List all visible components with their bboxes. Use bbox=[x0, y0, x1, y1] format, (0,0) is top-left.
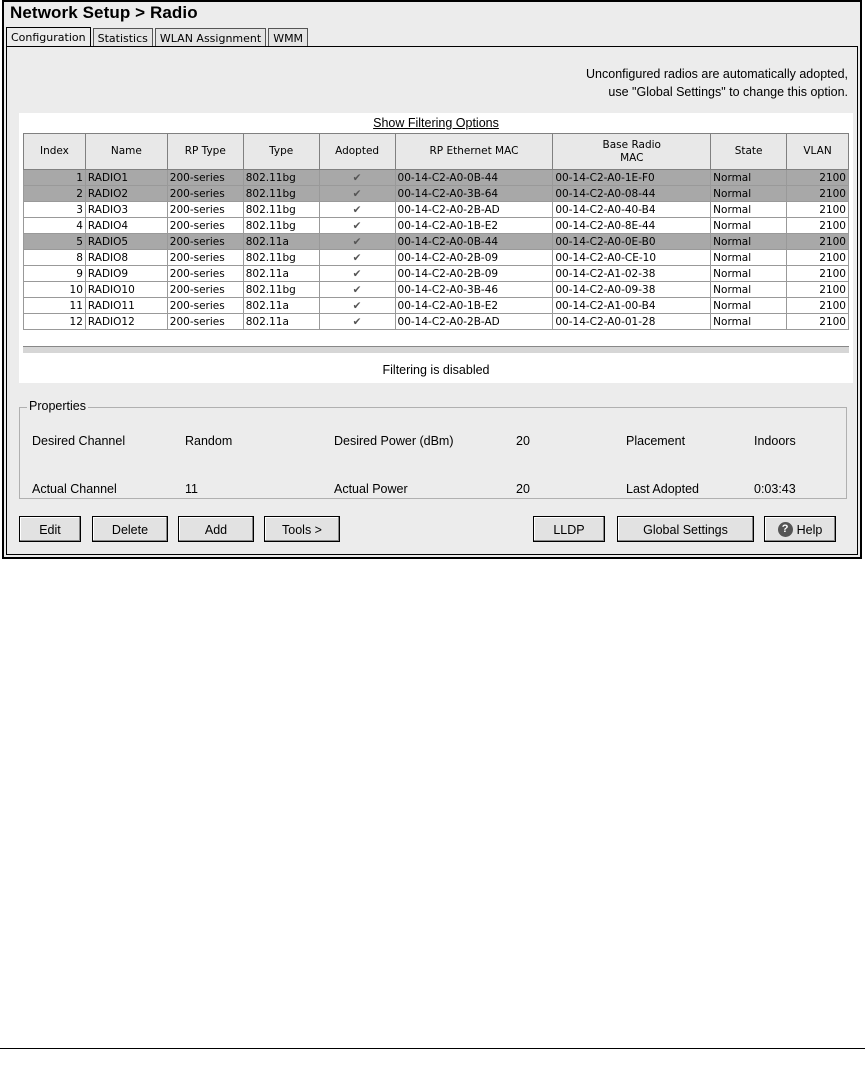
cell-vlan: 2100 bbox=[787, 266, 849, 282]
cell-index: 4 bbox=[24, 218, 86, 234]
checkmark-icon: ✔ bbox=[319, 298, 395, 314]
cell-index: 12 bbox=[24, 314, 86, 330]
checkmark-icon: ✔ bbox=[319, 202, 395, 218]
tab-wmm[interactable]: WMM bbox=[268, 28, 308, 49]
cell-type: 802.11a bbox=[243, 234, 319, 250]
cell-rp-type: 200-series bbox=[167, 234, 243, 250]
cell-base-radio-mac: 00-14-C2-A0-40-B4 bbox=[553, 202, 711, 218]
cell-index: 8 bbox=[24, 250, 86, 266]
lldp-button[interactable]: LLDP bbox=[533, 516, 605, 542]
cell-index: 1 bbox=[24, 170, 86, 186]
cell-state: Normal bbox=[711, 218, 787, 234]
properties-legend: Properties bbox=[29, 399, 86, 413]
column-header-index[interactable]: Index bbox=[24, 134, 86, 170]
column-header-type[interactable]: Type bbox=[243, 134, 319, 170]
table-row[interactable] bbox=[24, 298, 849, 314]
radio-table bbox=[23, 133, 849, 330]
table-row[interactable] bbox=[24, 202, 849, 218]
column-header-vlan[interactable]: VLAN bbox=[787, 134, 849, 170]
cell-type: 802.11bg bbox=[243, 250, 319, 266]
cell-rp-ethernet-mac: 00-14-C2-A0-2B-AD bbox=[395, 314, 553, 330]
cell-state: Normal bbox=[711, 234, 787, 250]
cell-vlan: 2100 bbox=[787, 282, 849, 298]
column-header-state[interactable]: State bbox=[711, 134, 787, 170]
cell-name: RADIO10 bbox=[85, 282, 167, 298]
page-title: Network Setup > Radio bbox=[10, 3, 198, 22]
cell-rp-type: 200-series bbox=[167, 186, 243, 202]
checkmark-icon: ✔ bbox=[319, 170, 395, 186]
table-row[interactable] bbox=[24, 282, 849, 298]
cell-type: 802.11bg bbox=[243, 218, 319, 234]
column-header-rp-type[interactable]: RP Type bbox=[167, 134, 243, 170]
cell-base-radio-mac: 00-14-C2-A0-1E-F0 bbox=[553, 170, 711, 186]
checkmark-icon: ✔ bbox=[319, 266, 395, 282]
help-button-label: Help bbox=[796, 523, 823, 537]
checkmark-icon: ✔ bbox=[319, 282, 395, 298]
page-footer-rule bbox=[0, 1048, 865, 1049]
checkmark-icon: ✔ bbox=[319, 314, 395, 330]
help-button[interactable] bbox=[764, 516, 836, 542]
cell-state: Normal bbox=[711, 298, 787, 314]
cell-index: 10 bbox=[24, 282, 86, 298]
cell-name: RADIO2 bbox=[85, 186, 167, 202]
notice-line-1: Unconfigured radios are automatically adopted, bbox=[586, 67, 848, 81]
cell-name: RADIO1 bbox=[85, 170, 167, 186]
radio-list-panel bbox=[19, 113, 853, 383]
actual-channel-value: 11 bbox=[185, 482, 198, 496]
cell-vlan: 2100 bbox=[787, 234, 849, 250]
tools-button[interactable]: Tools > bbox=[264, 516, 340, 542]
cell-rp-ethernet-mac: 00-14-C2-A0-1B-E2 bbox=[395, 298, 553, 314]
table-row[interactable] bbox=[24, 218, 849, 234]
cell-name: RADIO5 bbox=[85, 234, 167, 250]
cell-type: 802.11bg bbox=[243, 170, 319, 186]
cell-type: 802.11bg bbox=[243, 186, 319, 202]
cell-base-radio-mac: 00-14-C2-A1-00-B4 bbox=[553, 298, 711, 314]
cell-state: Normal bbox=[711, 282, 787, 298]
table-row[interactable] bbox=[24, 250, 849, 266]
properties-group bbox=[19, 399, 847, 499]
cell-index: 2 bbox=[24, 186, 86, 202]
checkmark-icon: ✔ bbox=[319, 234, 395, 250]
configuration-panel bbox=[6, 46, 858, 555]
cell-rp-ethernet-mac: 00-14-C2-A0-1B-E2 bbox=[395, 218, 553, 234]
cell-name: RADIO3 bbox=[85, 202, 167, 218]
cell-rp-type: 200-series bbox=[167, 218, 243, 234]
tab-wlan-assignment[interactable]: WLAN Assignment bbox=[155, 28, 266, 49]
base-radio-header-line-1: Base Radio bbox=[602, 138, 661, 151]
table-row[interactable] bbox=[24, 186, 849, 202]
cell-rp-type: 200-series bbox=[167, 282, 243, 298]
cell-index: 5 bbox=[24, 234, 86, 250]
cell-base-radio-mac: 00-14-C2-A1-02-38 bbox=[553, 266, 711, 282]
cell-vlan: 2100 bbox=[787, 202, 849, 218]
cell-type: 802.11bg bbox=[243, 282, 319, 298]
checkmark-icon: ✔ bbox=[319, 186, 395, 202]
column-header-adopted[interactable]: Adopted bbox=[319, 134, 395, 170]
cell-rp-type: 200-series bbox=[167, 202, 243, 218]
cell-rp-ethernet-mac: 00-14-C2-A0-2B-AD bbox=[395, 202, 553, 218]
placement-label: Placement bbox=[626, 434, 686, 448]
radio-window bbox=[2, 0, 862, 559]
cell-vlan: 2100 bbox=[787, 186, 849, 202]
tab-statistics[interactable]: Statistics bbox=[93, 28, 153, 49]
cell-type: 802.11bg bbox=[243, 202, 319, 218]
actual-power-value: 20 bbox=[516, 482, 530, 496]
cell-index: 3 bbox=[24, 202, 86, 218]
cell-rp-type: 200-series bbox=[167, 314, 243, 330]
column-header-name[interactable]: Name bbox=[85, 134, 167, 170]
cell-state: Normal bbox=[711, 202, 787, 218]
actual-channel-label: Actual Channel bbox=[32, 482, 117, 496]
cell-vlan: 2100 bbox=[787, 314, 849, 330]
cell-type: 802.11a bbox=[243, 298, 319, 314]
edit-button[interactable]: Edit bbox=[19, 516, 81, 542]
cell-rp-ethernet-mac: 00-14-C2-A0-3B-64 bbox=[395, 186, 553, 202]
table-body bbox=[24, 170, 849, 330]
cell-state: Normal bbox=[711, 250, 787, 266]
table-row[interactable] bbox=[24, 170, 849, 186]
cell-state: Normal bbox=[711, 186, 787, 202]
cell-state: Normal bbox=[711, 170, 787, 186]
cell-name: RADIO9 bbox=[85, 266, 167, 282]
cell-rp-type: 200-series bbox=[167, 250, 243, 266]
tab-bar bbox=[6, 28, 310, 48]
table-header-row bbox=[24, 134, 849, 170]
cell-rp-type: 200-series bbox=[167, 298, 243, 314]
desired-channel-value: Random bbox=[185, 434, 233, 448]
desired-power-label: Desired Power (dBm) bbox=[334, 434, 454, 448]
cell-rp-ethernet-mac: 00-14-C2-A0-3B-46 bbox=[395, 282, 553, 298]
checkmark-icon: ✔ bbox=[319, 250, 395, 266]
cell-rp-type: 200-series bbox=[167, 266, 243, 282]
cell-name: RADIO8 bbox=[85, 250, 167, 266]
cell-rp-ethernet-mac: 00-14-C2-A0-0B-44 bbox=[395, 234, 553, 250]
checkmark-icon: ✔ bbox=[319, 218, 395, 234]
cell-base-radio-mac: 00-14-C2-A0-01-28 bbox=[553, 314, 711, 330]
table-row[interactable] bbox=[24, 234, 849, 250]
placement-value: Indoors bbox=[754, 434, 796, 448]
add-button[interactable]: Add bbox=[178, 516, 254, 542]
table-row[interactable] bbox=[24, 266, 849, 282]
horizontal-scrollbar[interactable] bbox=[23, 346, 849, 353]
cell-state: Normal bbox=[711, 266, 787, 282]
filter-status: Filtering is disabled bbox=[382, 363, 490, 377]
cell-name: RADIO12 bbox=[85, 314, 167, 330]
cell-vlan: 2100 bbox=[787, 170, 849, 186]
cell-base-radio-mac: 00-14-C2-A0-CE-10 bbox=[553, 250, 711, 266]
desired-channel-label: Desired Channel bbox=[32, 434, 126, 448]
cell-rp-ethernet-mac: 00-14-C2-A0-2B-09 bbox=[395, 266, 553, 282]
table-row[interactable] bbox=[24, 314, 849, 330]
show-filtering-options-link[interactable]: Show Filtering Options bbox=[373, 116, 499, 130]
cell-base-radio-mac: 00-14-C2-A0-0E-B0 bbox=[553, 234, 711, 250]
last-adopted-label: Last Adopted bbox=[626, 482, 699, 496]
cell-base-radio-mac: 00-14-C2-A0-09-38 bbox=[553, 282, 711, 298]
cell-vlan: 2100 bbox=[787, 298, 849, 314]
cell-index: 11 bbox=[24, 298, 86, 314]
column-header-rp-ethernet-mac[interactable]: RP Ethernet MAC bbox=[395, 134, 553, 170]
last-adopted-value: 0:03:43 bbox=[754, 482, 796, 496]
global-settings-button[interactable]: Global Settings bbox=[617, 516, 754, 542]
cell-rp-ethernet-mac: 00-14-C2-A0-0B-44 bbox=[395, 170, 553, 186]
adoption-notice bbox=[586, 65, 848, 101]
cell-base-radio-mac: 00-14-C2-A0-08-44 bbox=[553, 186, 711, 202]
base-radio-header-line-2: MAC bbox=[620, 151, 644, 164]
cell-rp-ethernet-mac: 00-14-C2-A0-2B-09 bbox=[395, 250, 553, 266]
cell-state: Normal bbox=[711, 314, 787, 330]
cell-base-radio-mac: 00-14-C2-A0-8E-44 bbox=[553, 218, 711, 234]
question-circle-icon: ? bbox=[778, 522, 793, 537]
column-header-base-radio-mac[interactable] bbox=[553, 134, 711, 170]
notice-line-2: use "Global Settings" to change this option. bbox=[608, 85, 848, 99]
cell-index: 9 bbox=[24, 266, 86, 282]
cell-rp-type: 200-series bbox=[167, 170, 243, 186]
tab-configuration[interactable]: Configuration bbox=[6, 27, 91, 50]
cell-type: 802.11a bbox=[243, 314, 319, 330]
delete-button[interactable]: Delete bbox=[92, 516, 168, 542]
cell-name: RADIO11 bbox=[85, 298, 167, 314]
cell-name: RADIO4 bbox=[85, 218, 167, 234]
desired-power-value: 20 bbox=[516, 434, 530, 448]
cell-vlan: 2100 bbox=[787, 250, 849, 266]
actual-power-label: Actual Power bbox=[334, 482, 408, 496]
cell-vlan: 2100 bbox=[787, 218, 849, 234]
cell-type: 802.11a bbox=[243, 266, 319, 282]
